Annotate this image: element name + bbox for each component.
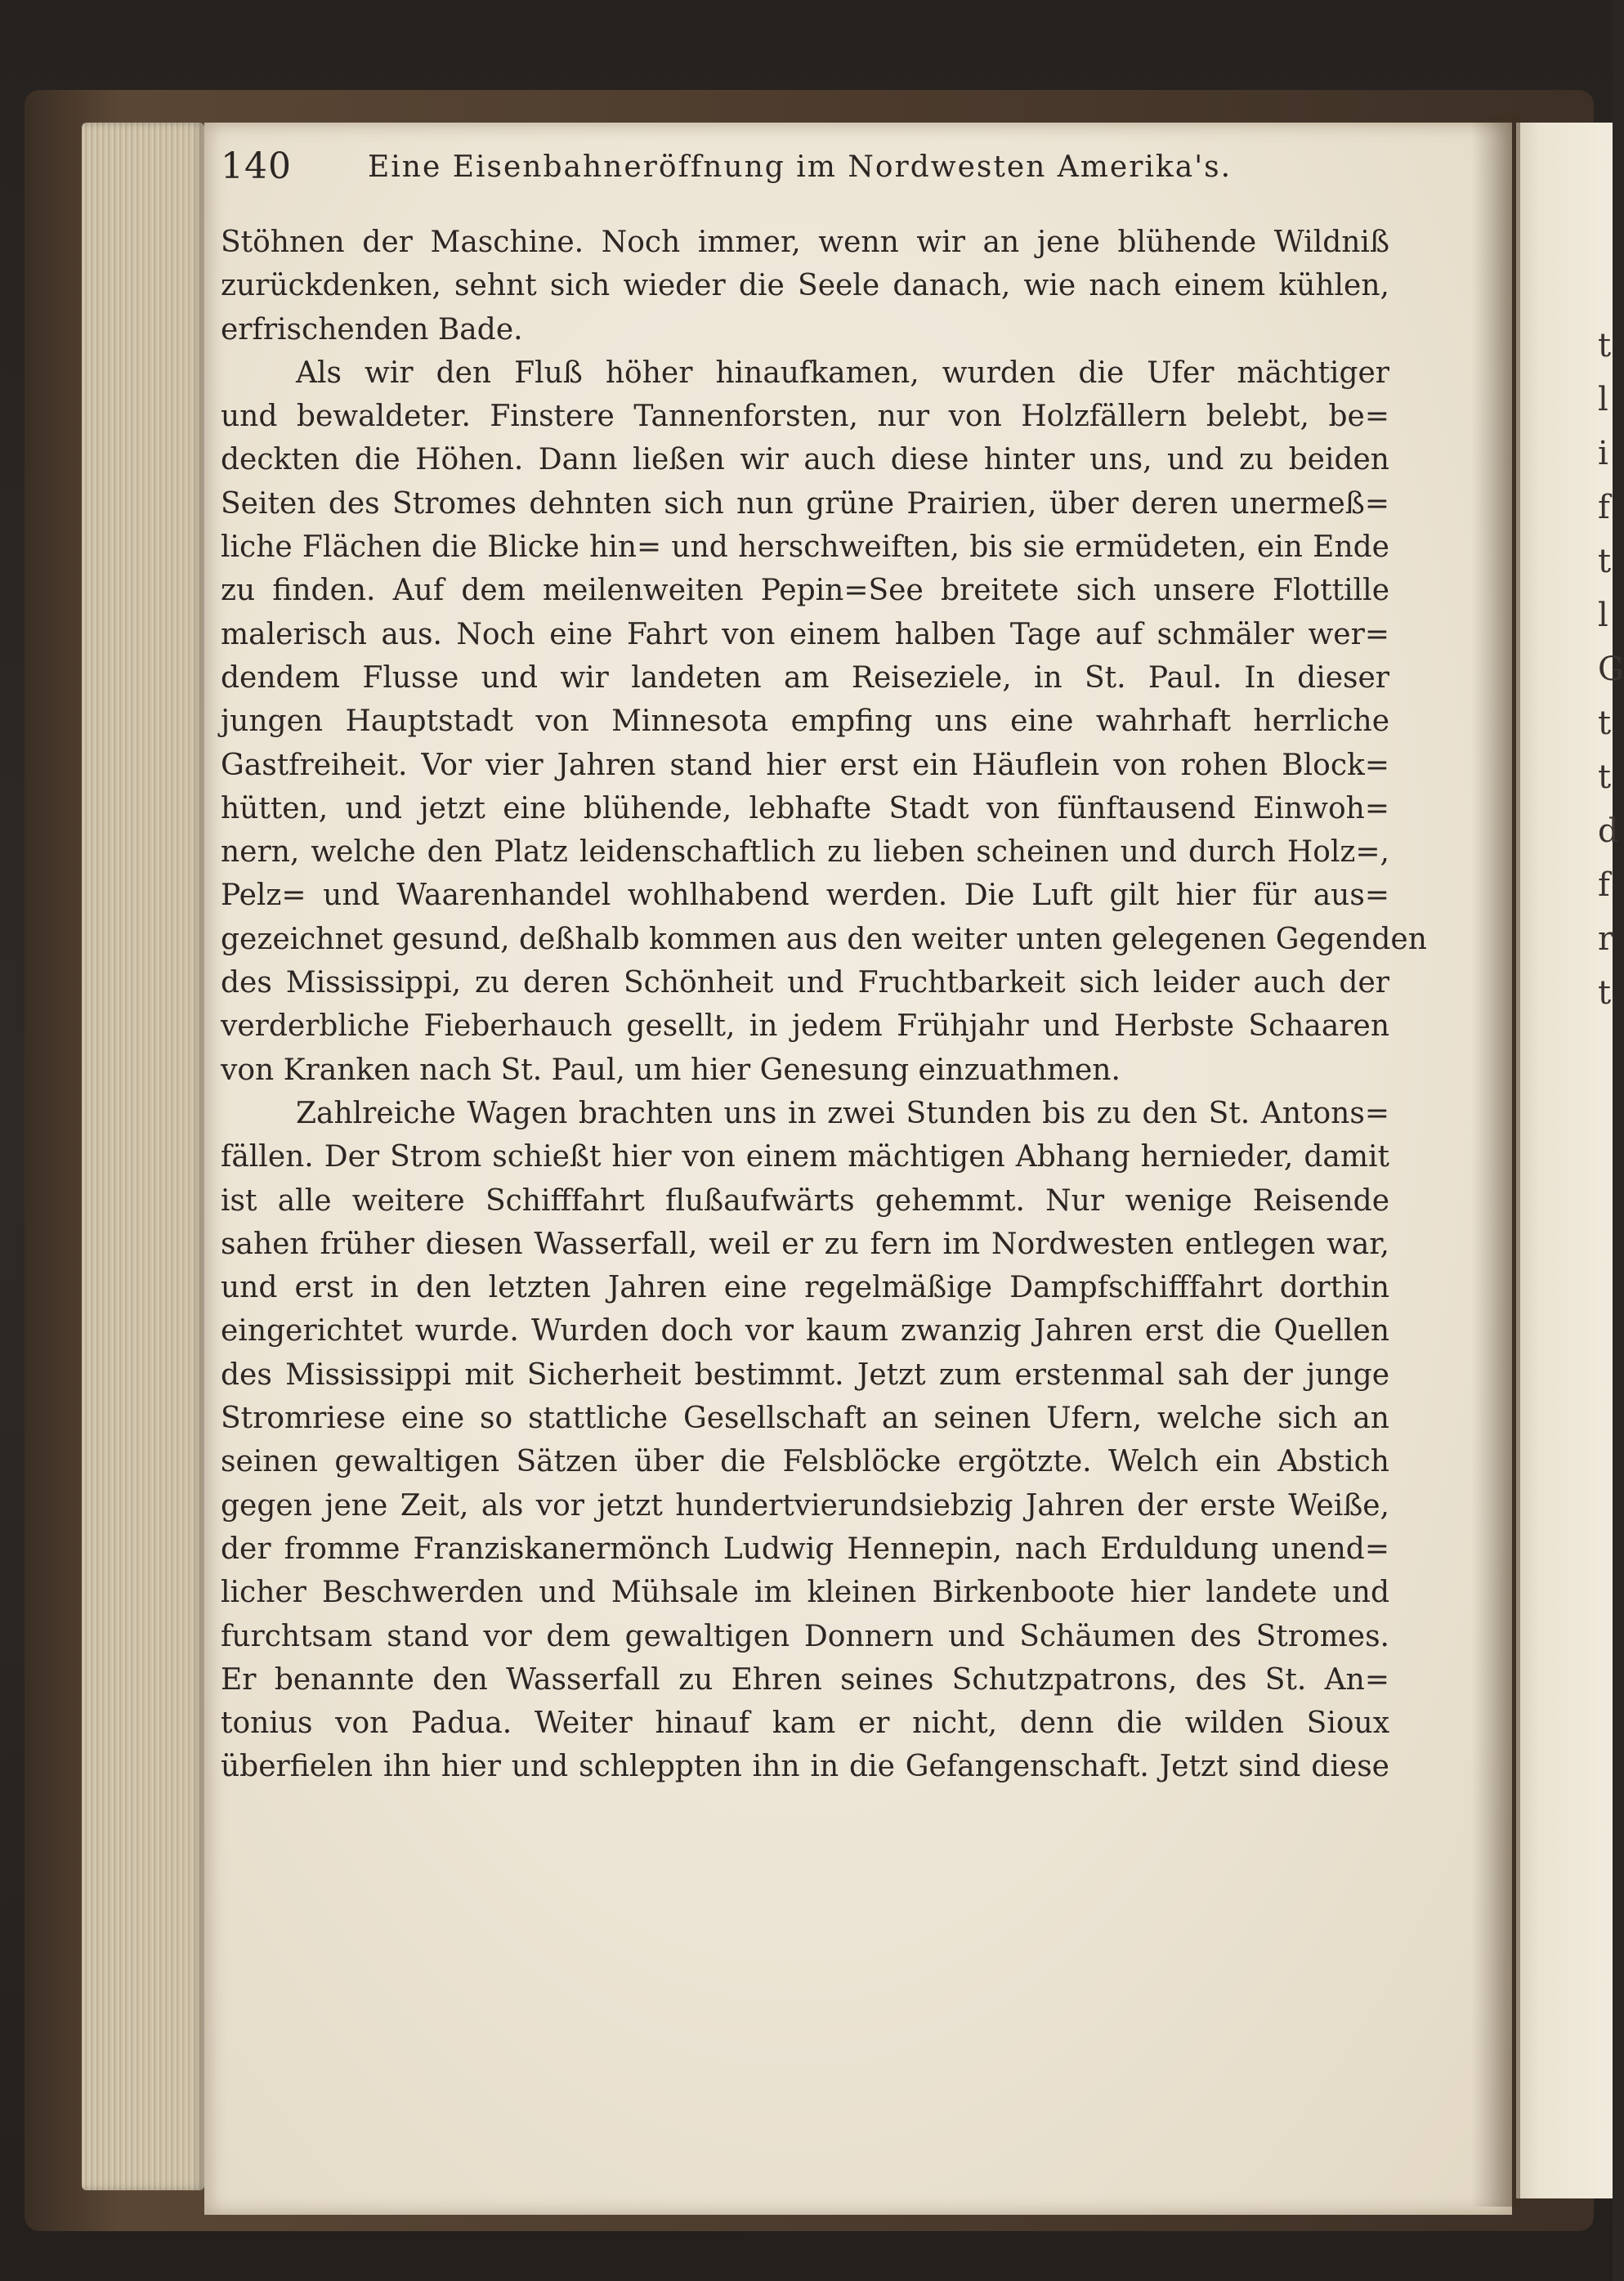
text-line: dendem Flusse und wir landeten am Reiseziele, in St. Paul. In dieser (221, 660, 1389, 695)
facing-page-glyph: f (1598, 489, 1610, 526)
text-line: gezeichnet gesund, deßhalb kommen aus den weiter unten gelegenen Gegenden (221, 922, 1427, 956)
text-line: Gastfreiheit. Vor vier Jahren stand hier erst ein Häuflein von rohen Block= (221, 748, 1389, 782)
spine-shadow (1471, 114, 1520, 2207)
text-line: sahen früher diesen Wasserfall, weil er zu fern im Nordwesten entlegen war, (221, 1227, 1389, 1261)
text-line: Seiten des Stromes dehnten sich nun grüne Prairien, über deren unermeß= (221, 486, 1389, 521)
text-line: malerisch aus. Noch eine Fahrt von einem halben Tage auf schmäler wer= (221, 617, 1389, 651)
facing-page-glyph: G (1598, 651, 1624, 688)
facing-page-glyph: d (1598, 812, 1619, 850)
text-line: von Kranken nach St. Paul, um hier Genesung einzuathmen. (221, 1053, 1121, 1087)
text-line: Er benannte den Wasserfall zu Ehren seines Schutzpatrons, des St. An= (221, 1662, 1389, 1697)
running-head-title: Eine Eisenbahneröffnung im Nordwesten Amerika's. (368, 150, 1233, 184)
facing-page-glyph: t (1598, 758, 1612, 796)
facing-page-glyph: t (1598, 974, 1612, 1012)
page-number: 140 (221, 145, 292, 187)
facing-page-glyph: f (1598, 866, 1610, 904)
text-line: Stromriese eine so stattliche Gesellschaft an seinen Ufern, welche sich an (221, 1402, 1389, 1436)
text-line: deckten die Höhen. Dann ließen wir auch diese hinter uns, und zu beiden (221, 443, 1389, 477)
text-line: erfrischenden Bade. (221, 312, 523, 347)
text-line: zurückdenken, sehnt sich wieder die Seele danach, wie nach einem kühlen, (221, 269, 1389, 303)
text-line: und erst in den letzten Jahren eine regelmäßige Dampfschifffahrt dorthin (221, 1271, 1389, 1305)
facing-page-glyph: r (1598, 920, 1614, 958)
body-text (221, 221, 1427, 1789)
text-line: hütten, und jetzt eine blühende, lebhafte Stadt von fünftausend Einwoh= (221, 791, 1389, 825)
text-line: licher Beschwerden und Mühsale im kleinen Birkenboote hier landete und (221, 1576, 1389, 1610)
text-line: ist alle weitere Schifffahrt flußaufwärts gehemmt. Nur wenige Reisende (221, 1183, 1389, 1218)
text-line: zu finden. Auf dem meilenweiten Pepin=See breitete sich unsere Flottille (221, 574, 1389, 608)
facing-page-glyph: l (1598, 597, 1608, 634)
text-line: Zahlreiche Wagen brachten uns in zwei Stunden bis zu den St. Antons= (296, 1096, 1389, 1130)
text-line: tonius von Padua. Weiter hinauf kam er nicht, denn die wilden Sioux (221, 1706, 1389, 1741)
facing-page-glyph: t (1598, 704, 1612, 742)
text-line: furchtsam stand vor dem gewaltigen Donnern und Schäumen des Stromes. (221, 1619, 1389, 1653)
text-line: Als wir den Fluß höher hinaufkamen, wurden die Ufer mächtiger (296, 356, 1389, 390)
text-line: nern, welche den Platz leidenschaftlich zu lieben scheinen und durch Holz=, (221, 835, 1389, 870)
facing-page-glyph: t (1598, 327, 1612, 365)
facing-page-glyph: t (1598, 543, 1612, 580)
text-line: liche Flächen die Blicke hin= und herschweiften, bis sie ermüdeten, ein Ende (221, 530, 1389, 565)
text-line: Stöhnen der Maschine. Noch immer, wenn wir an jene blühende Wildniß (221, 226, 1389, 259)
text-line: fällen. Der Strom schießt hier von einem mächtigen Abhang hernieder, damit (221, 1140, 1389, 1174)
text-line: des Mississippi mit Sicherheit bestimmt. Jetzt zum erstenmal sah der junge (221, 1357, 1389, 1392)
text-line: und bewaldeter. Finstere Tannenforsten, nur von Holzfällern belebt, be= (221, 400, 1389, 434)
facing-page-text-edge (1598, 319, 1624, 1020)
running-head (221, 145, 1259, 219)
text-line: überfielen ihn hier und schleppten ihn in die Gefangenschaft. Jetzt sind diese (221, 1750, 1389, 1784)
facing-page-glyph: i (1598, 435, 1608, 472)
text-line: des Mississippi, zu deren Schönheit und Fruchtbarkeit sich leider auch der (221, 966, 1389, 1000)
text-line: verderbliche Fieberhauch gesellt, in jedem Frühjahr und Herbste Schaaren (221, 1009, 1389, 1044)
text-line: gegen jene Zeit, als vor jetzt hundertvierundsiebzig Jahren der erste Weiße, (221, 1488, 1389, 1523)
text-line: eingerichtet wurde. Wurden doch vor kaum zwanzig Jahren erst die Quellen (221, 1314, 1389, 1348)
page-block-edges (82, 123, 204, 2190)
text-line: Pelz= und Waarenhandel wohlhabend werden. Die Luft gilt hier für aus= (221, 879, 1389, 913)
text-line: jungen Hauptstadt von Minnesota empfing uns eine wahrhaft herrliche (221, 704, 1389, 739)
text-line: der fromme Franziskanermönch Ludwig Hennepin, nach Erduldung unend= (221, 1532, 1389, 1566)
text-line: seinen gewaltigen Sätzen über die Felsblöcke ergötzte. Welch ein Abstich (221, 1445, 1389, 1479)
facing-page-glyph: l (1598, 381, 1608, 418)
